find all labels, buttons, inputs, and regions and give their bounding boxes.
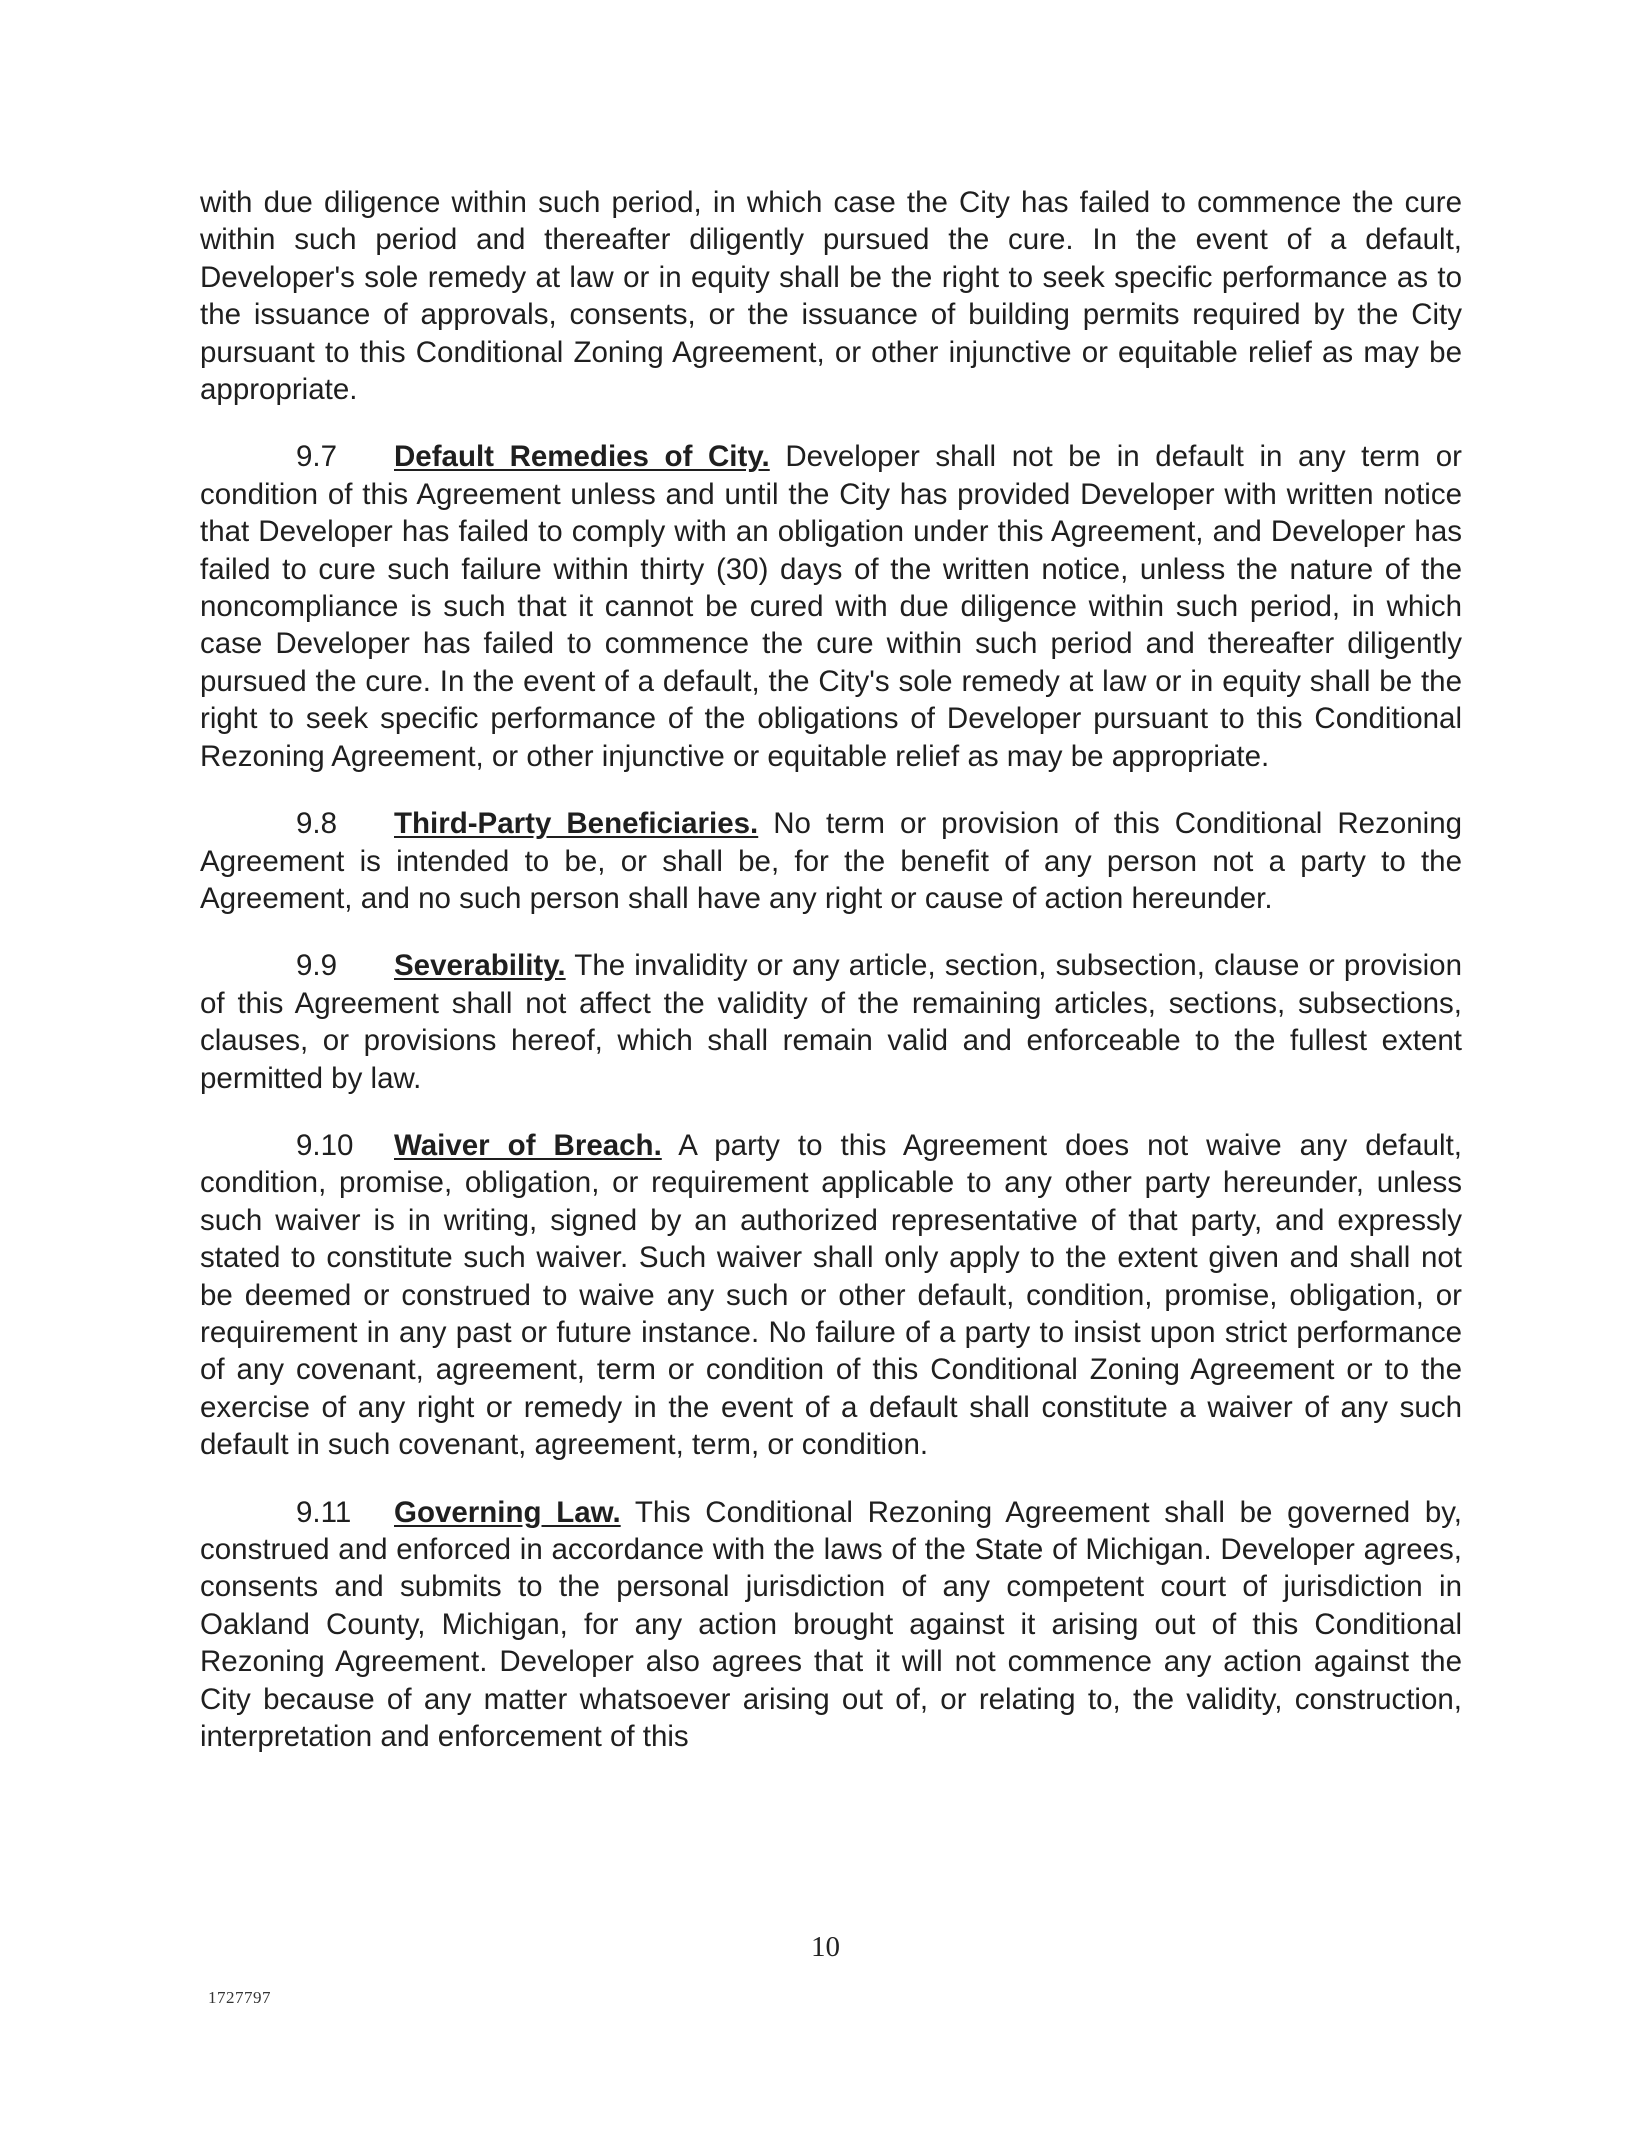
section-number: 9.7 bbox=[296, 440, 338, 474]
section-heading: Default Remedies of City. bbox=[394, 440, 770, 474]
document-body bbox=[200, 184, 1462, 1785]
section-9-8 bbox=[200, 805, 1462, 917]
section-text: This Conditional Rezoning Agreement shall be governed by, construed and enforced in accordance with the laws of the State of Michigan. Developer agrees, consents and submits to the personal jurisdiction of any competent court of jurisdiction in Oakland County, Michigan, for any action brought against it arising out of this Conditional Rezoning Agreement. Developer also agrees that it will not commence any action against the City because of any matter whatsoever arising out of, or relating to, the validity, construction, interpretation and enforcement of this bbox=[200, 1495, 1463, 1754]
section-9-9 bbox=[200, 947, 1462, 1097]
section-text: A party to this Agreement does not waive any default, condition, promise, obligation, or requirement applicable to any other party hereunder, unless such waiver is in writing, signed by an authorized representative of that party, and expressly stated to constitute such waiver. Such waiver shall only apply to the extent given and shall not be deemed or construed to waive any such or other default, condition, promise, obligation, or requirement in any past or future instance. No failure of a party to insist upon strict performance of any covenant, agreement, term or condition of this Conditional Zoning Agreement or to the exercise of any right or remedy in the event of a default shall constitute a waiver of any such default in such covenant, agreement, term, or condition. bbox=[200, 1128, 1462, 1462]
section-heading: Waiver of Breach. bbox=[394, 1128, 662, 1162]
document-id: 1727797 bbox=[208, 1988, 271, 2007]
section-number: 9.10 bbox=[296, 1128, 354, 1162]
section-9-10 bbox=[200, 1127, 1462, 1464]
section-heading: Severability. bbox=[394, 949, 566, 983]
page-number: 10 bbox=[811, 1931, 840, 1963]
section-text: Developer shall not be in default in any term or condition of this Agreement unless and until the City has provided Developer with written notice that Developer has failed to comply with an obligation under this Agreement, and Developer has failed to cure such failure within thirty (30) days of the written notice, unless the nature of the noncompliance is such that it cannot be cured with due diligence within such period, in which case Developer has failed to commence the cure within such period and thereafter diligently pursued the cure. In the event of a default, the City's sole remedy at law or in equity shall be the right to seek specific performance of the obligations of Developer pursuant to this Conditional Rezoning Agreement, or other injunctive or equitable relief as may be appropriate. bbox=[200, 440, 1463, 773]
section-text: The invalidity or any article, section, subsection, clause or provision of this Agreement shall not affect the validity of the remaining articles, sections, subsections, clauses, or provisions hereof, which shall remain valid and enforceable to the fullest extent permitted by law. bbox=[200, 949, 1462, 1095]
section-text: No term or provision of this Conditional Rezoning Agreement is intended to be, or shall be, for the benefit of any person not a party to the Agreement, and no such person shall have any right or cause of action hereunder. bbox=[200, 807, 1463, 915]
section-heading: Third-Party Beneficiaries. bbox=[394, 807, 759, 841]
section-number: 9.9 bbox=[296, 949, 338, 983]
section-number: 9.11 bbox=[296, 1495, 352, 1529]
section-9-11 bbox=[200, 1494, 1462, 1756]
paragraph-text: with due diligence within such period, in which case the City has failed to commence the cure within such period and thereafter diligently pursued the cure. In the event of a default, Developer's sole remedy at law or in equity shall be the right to seek specific performance as to the issuance of approvals, consents, or the issuance of building permits required by the City pursuant to this Conditional Zoning Agreement, or other injunctive or equitable relief as may be appropriate. bbox=[200, 186, 1462, 407]
section-heading: Governing Law. bbox=[394, 1495, 621, 1529]
section-9-7 bbox=[200, 438, 1462, 775]
paragraph-continuation bbox=[200, 184, 1462, 408]
section-number: 9.8 bbox=[296, 807, 338, 841]
